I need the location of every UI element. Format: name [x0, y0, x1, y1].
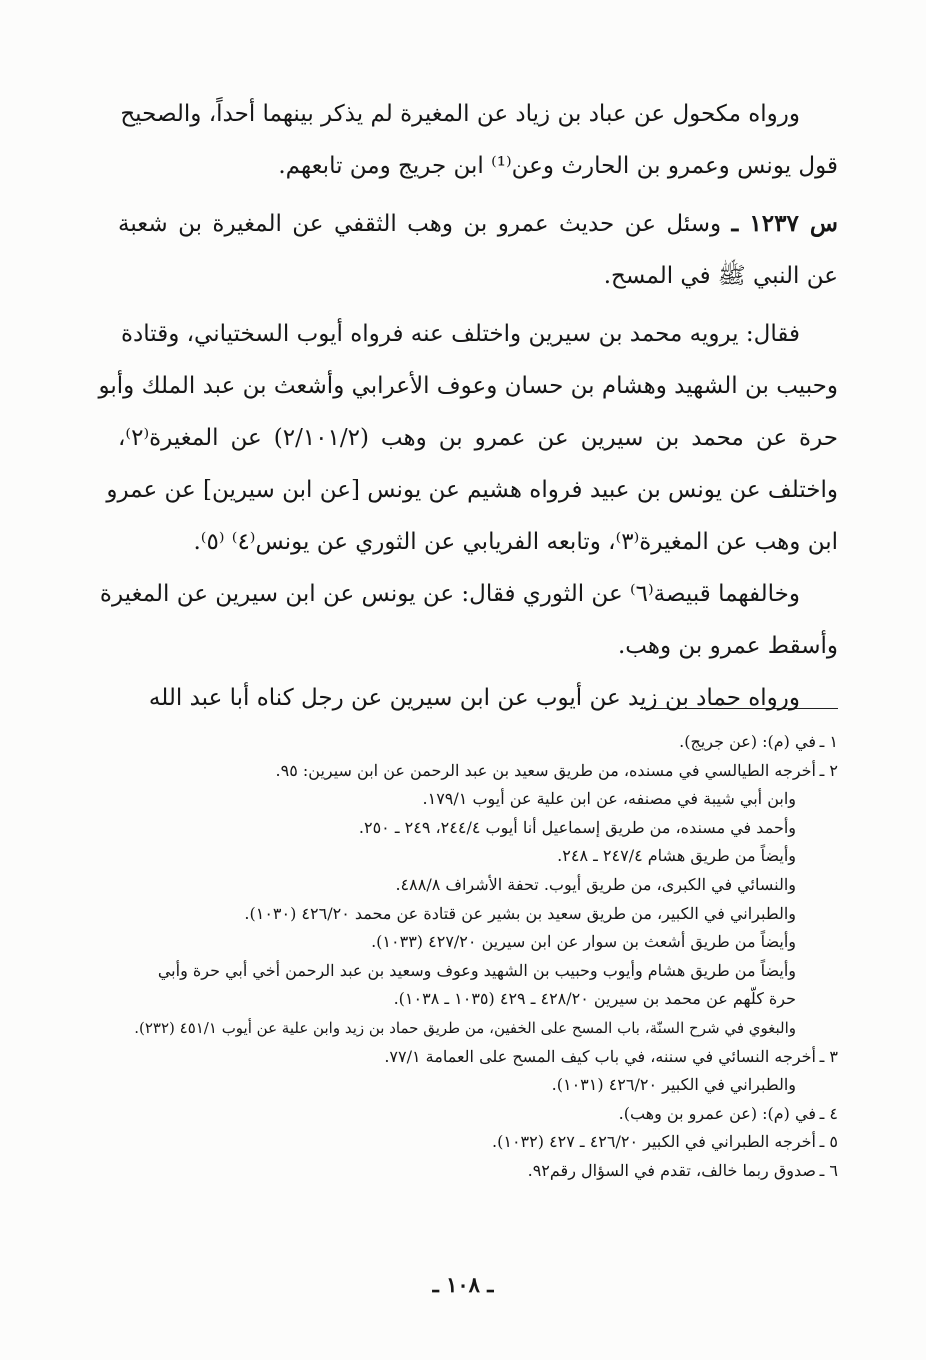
- question-text: وسئل عن حديث عمرو بن وهب الثقفي عن المغيرة بن شعبة: [118, 211, 722, 237]
- footnote: ٦ ـصدوق ربما خالف، تقدم في السؤال رقم٩٢.: [527, 1160, 838, 1180]
- footnote-separator: [640, 708, 838, 709]
- footnote: ٢ ـأخرجه الطيالسي في مسنده، من طريق سعيد بن عبد الرحمن عن ابن سيرين: ٩٥.: [275, 760, 838, 780]
- body-line: وخالفهما قبيصة⁽٦⁾ عن الثوري فقال: عن يونس عن ابن سيرين عن المغيرة: [99, 581, 800, 607]
- footnote-continuation: وأيضاً من طريق هشام وأيوب وحبيب بن الشهيد وعوف وسعيد بن عبد الرحمن أخي أبي حرة وأبي: [157, 960, 796, 980]
- body-line: حرة عن محمد بن سيرين عن عمرو بن وهب (٢/١٠١/٢) عن المغيرة⁽٢⁾،: [118, 425, 838, 451]
- footnote: ١ ـفي (م): (عن جريج).: [679, 732, 838, 751]
- main-text: [98, 88, 839, 724]
- body-line: ابن وهب عن المغيرة⁽٣⁾، وتابعه الفريابي عن الثوري عن يونس⁽٤⁾ ⁽٥⁾.: [193, 529, 838, 555]
- page-number: ـ ١٠٨ ـ: [432, 1272, 494, 1297]
- body-line: ورواه مكحول عن عباد بن زياد عن المغيرة لم يذكر بينهما أحداً، والصحيح: [120, 101, 800, 127]
- footnote-continuation: والطبراني في الكبير ٤٢٦/٢٠ (١٠٣١).: [551, 1075, 796, 1095]
- footnote-continuation: وأيضاً من طريق أشعث بن سوار عن ابن سيرين ٤٢٧/٢٠ (١٠٣٣).: [371, 932, 796, 952]
- body-line: واختلف عن يونس بن عبيد فرواه هشيم عن يونس [عن ابن سيرين] عن عمرو: [106, 477, 838, 503]
- footnote-continuation: والنسائي في الكبرى، من طريق أيوب. تحفة الأشراف ٤٨٨/٨.: [395, 874, 796, 894]
- footnote-continuation: والطبراني في الكبير، من طريق سعيد بن بشير عن قتادة عن محمد ٤٢٦/٢٠ (١٠٣٠).: [244, 903, 796, 923]
- body-line: فقال: يرويه محمد بن سيرين واختلف عنه فرواه أيوب السختياني، وقتادة: [120, 321, 800, 347]
- body-line: وحبيب بن الشهيد وهشام بن حسان وعوف الأعرابي وأشعث بن عبد الملك وأبو: [98, 373, 838, 399]
- footnotes: [128, 728, 838, 1186]
- footnote-continuation: والبغوي في شرح السنّة، باب المسح على الخفين، من طريق حماد بن زيد وابن علية عن أيوب ٤٥١/١ (٢٣٢).: [134, 1018, 796, 1037]
- body-line: قول يونس وعمرو بن الحارث وعن⁽¹⁾ ابن جريج ومن تابعهم.: [278, 153, 838, 179]
- question-line: [118, 198, 838, 250]
- footnote-continuation: وابن أبي شيبة في مصنفه، عن ابن علية عن أيوب ١٧٩/١.: [422, 789, 796, 809]
- footnote: ٥ ـأخرجه الطبراني في الكبير ٤٢٦/٢٠ ـ ٤٢٧ (١٠٣٢).: [492, 1132, 838, 1152]
- footnote-continuation: وأيضاً من طريق هشام ٢٤٧/٤ ـ ٢٤٨.: [557, 846, 796, 866]
- footnote: ٤ ـفي (م): (عن عمرو بن وهب).: [618, 1103, 838, 1123]
- body-line: ورواه حماد بن زيد عن أيوب عن ابن سيرين عن رجل كناه أبا عبد الله: [148, 685, 800, 711]
- body-line: عن النبي ﷺ في المسح.: [603, 263, 838, 289]
- footnote-continuation: حرة كلّهم عن محمد بن سيرين ٤٢٨/٢٠ ـ ٤٢٩ (١٠٣٥ ـ ١٠٣٨).: [393, 989, 796, 1009]
- footnote: ٣ ـأخرجه النسائي في سننه، في باب كيف المسح على العمامة ٧٧/١.: [384, 1046, 838, 1066]
- question-number: س ١٢٣٧ ـ: [731, 210, 839, 237]
- body-line: وأسقط عمرو بن وهب.: [617, 633, 838, 659]
- footnote-continuation: وأحمد في مسنده، من طريق إسماعيل أنا أيوب ٢٤٤/٤، ٢٤٩ ـ ٢٥٠.: [358, 817, 796, 837]
